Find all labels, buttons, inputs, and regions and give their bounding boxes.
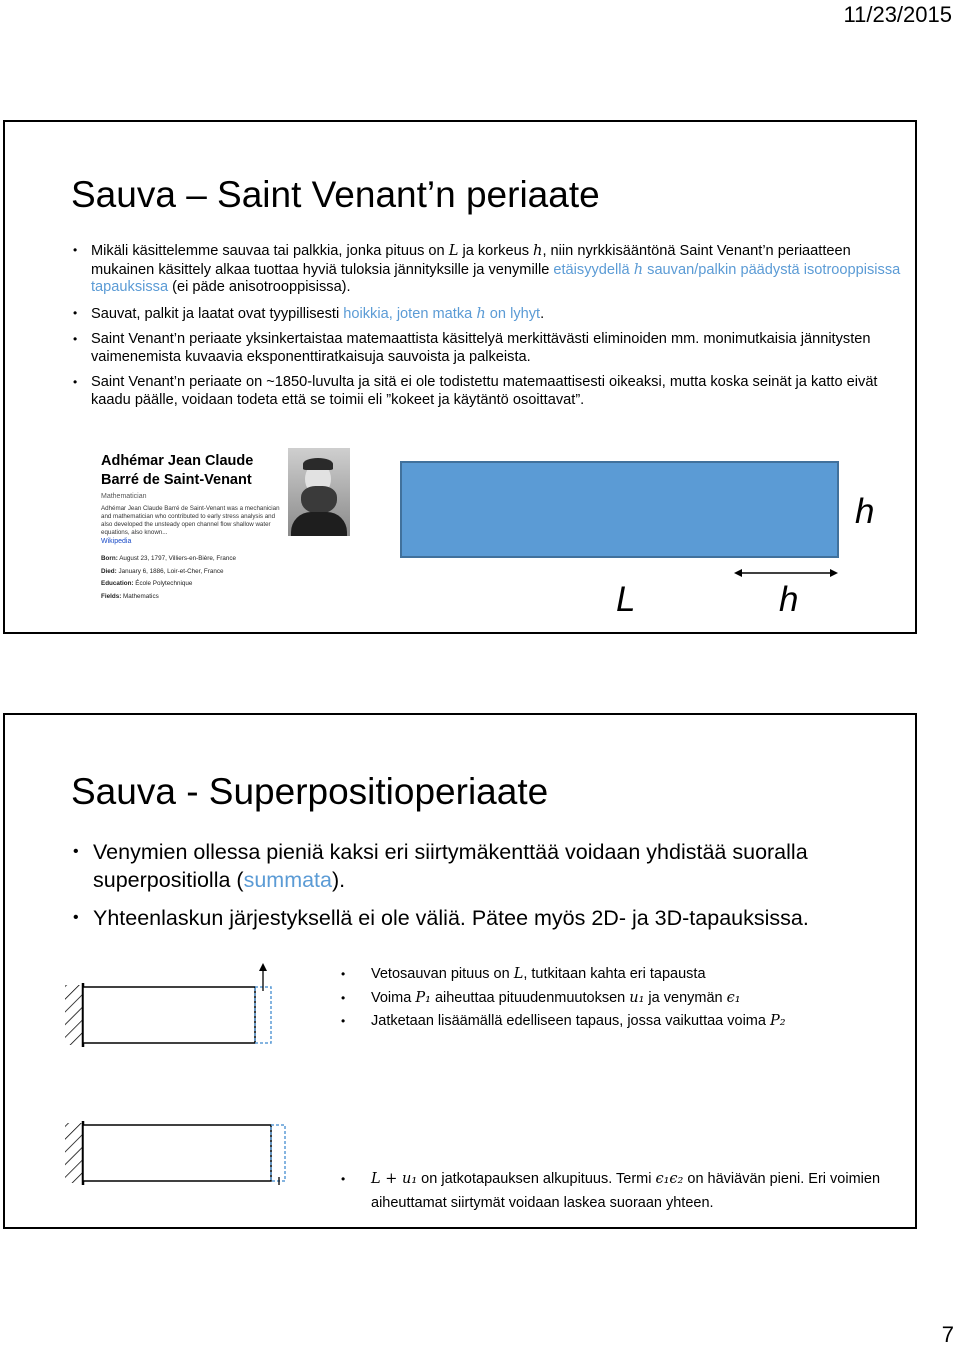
- bullet-item: [73, 305, 903, 324]
- highlight-text: etäisyydellä: [553, 261, 634, 278]
- length-label: L: [616, 580, 636, 619]
- field-value: École Polytechnique: [135, 580, 193, 587]
- superposition-diagram: [5, 715, 345, 1227]
- card-field-fields: [101, 591, 286, 604]
- sub-bullet-item: [341, 987, 901, 1011]
- conclusion-list: [341, 1168, 901, 1215]
- math-variable: ϵ₁ϵ₂: [655, 1171, 684, 1187]
- bullet-text: ).: [332, 868, 346, 892]
- card-field-born: [101, 553, 286, 566]
- math-variable: P₁: [415, 989, 431, 1006]
- superposition-equations: [505, 1053, 765, 1148]
- field-value: Mathematics: [123, 592, 159, 600]
- header-date: 11/23/2015: [843, 2, 952, 27]
- height-label: h: [855, 492, 875, 531]
- double-arrow-icon: [734, 567, 838, 579]
- sub-bullet-item: [341, 1010, 901, 1034]
- bullet-text: , niin nyrkkisääntönä Saint Venant’n periaatteen mukainen käsittely alkaa tuottaa hyviä tuloksia jännityksille ja venymille: [91, 243, 851, 278]
- field-label: Died:: [101, 567, 117, 575]
- bullet-text: Venymien ollessa pieniä kaksi eri siirtymäkenttää voidaan yhdistää suoralla superpositiolla (: [93, 840, 808, 892]
- portrait-hair: [303, 458, 333, 470]
- field-value: August 23, 1797, Villiers-en-Bière, France: [119, 555, 236, 562]
- portrait-photo: [288, 448, 350, 536]
- bullet-text: Saint Venant’n periaate yksinkertaistaa matemaattista käsittelyä merkittävästi eliminoiden mm. monimutkaisia jännitysten vaimenemista kuvaavia eksponenttiratkaisuja sauvoista ja palkeista.: [91, 331, 871, 365]
- bullet-text: Sauvat, palkit ja laatat ovat tyypillisesti: [91, 305, 344, 322]
- page-number: 7: [941, 1322, 954, 1347]
- rod-case-1: [83, 987, 255, 1043]
- math-variable: h: [476, 304, 486, 322]
- card-fields: [101, 553, 286, 603]
- elongation-u2: [271, 1125, 285, 1181]
- math-variable: ϵ₁: [726, 989, 741, 1006]
- slide-superposition: [3, 713, 917, 1229]
- card-source-link[interactable]: Wikipedia: [101, 538, 132, 545]
- wall-hatch: [65, 1123, 83, 1183]
- bullet-text: ja korkeus: [458, 243, 534, 259]
- math-variable: u₁: [629, 989, 645, 1006]
- slide-title: Sauva – Saint Venant’n periaate: [71, 174, 600, 215]
- rod-case-2: [83, 1125, 271, 1181]
- card-field-died: [101, 566, 286, 579]
- bullet-item: [73, 242, 903, 297]
- bullet-text: aiheuttaa pituudenmuutoksen: [430, 989, 630, 1006]
- bullet-text: ja venymän: [644, 989, 727, 1006]
- field-label: Education:: [101, 580, 134, 587]
- card-role: Mathematician: [101, 493, 147, 500]
- distance-label: h: [779, 580, 799, 619]
- bullet-text: Saint Venant’n periaate on ~1850-luvulta ja sitä ei ole todistettu matemaattisesti oikeaksi, mutta koska seinät ja katto eivät kaadu päälle, voidaan todeta että se toimii eli ”kokeet ja käytäntö osoittavat”.: [91, 374, 878, 408]
- highlight-text: summata: [243, 868, 332, 892]
- sub-bullet-list: [341, 963, 901, 1034]
- conclusion-item: [341, 1168, 901, 1215]
- field-value: January 6, 1886, Loir-et-Cher, France: [118, 567, 224, 575]
- knowledge-card: [101, 452, 286, 622]
- highlight-text: hoikkia, joten matka: [343, 305, 477, 322]
- slide-saint-venant: [3, 120, 917, 634]
- card-field-education: [101, 578, 286, 591]
- bullet-text: on jatkotapauksen alkupituus. Termi: [417, 1171, 656, 1187]
- bullet-list: [73, 242, 903, 417]
- slide-title: Sauva - Superpositioperiaate: [71, 771, 549, 812]
- math-variable: L + u₁: [371, 1171, 418, 1187]
- conclusion-bullet: [341, 1168, 901, 1215]
- bullet-text: on häviävän pieni. Eri voimien aiheuttamat siirtymät voidaan laskea suoraan yhteen.: [371, 1171, 881, 1211]
- field-label: Born:: [101, 555, 118, 562]
- bullet-text: .: [540, 305, 545, 322]
- elongation-u1: [255, 987, 271, 1043]
- wall-hatch: [65, 985, 83, 1045]
- bullet-text: Voima: [371, 989, 416, 1006]
- rod-diagram: [400, 461, 839, 558]
- portrait-beard: [301, 486, 337, 514]
- card-description: Adhémar Jean Claude Barré de Saint-Venant was a mechanician and mathematician who contributed to early stress analysis and also developed the unsteady open channel flow shallow water equations, also known...: [101, 505, 280, 536]
- math-variable: P₂: [769, 1013, 786, 1029]
- math-variable: L: [448, 242, 459, 259]
- highlight-text: on lyhyt: [485, 305, 541, 322]
- bullet-text: Yhteenlaskun järjestyksellä ei ole väliä. Pätee myös 2D- ja 3D-tapauksissa.: [93, 906, 809, 930]
- field-label: Fields:: [101, 592, 122, 600]
- highlight-text: sauvan/palkin päädystä isotrooppisissa tapauksissa: [91, 261, 901, 295]
- bullet-text: Vetosauvan pituus on: [371, 966, 514, 982]
- bullet-item: [73, 374, 903, 409]
- bullet-item: [73, 331, 903, 366]
- bullet-text: Mikäli käsittelemme sauvaa tai palkkia, jonka pituus on: [91, 243, 449, 259]
- card-name: Adhémar Jean Claude Barré de Saint-Venant: [101, 453, 254, 488]
- bullet-text: (ei päde anisotrooppisissa).: [168, 279, 351, 295]
- math-variable: L: [513, 966, 524, 982]
- sub-bullet-item: [341, 963, 901, 987]
- math-variable: h: [533, 242, 543, 259]
- bullet-text: Jatketaan lisäämällä edelliseen tapaus, jossa vaikuttaa voima: [371, 1013, 770, 1029]
- portrait-coat: [291, 512, 347, 536]
- math-variable: h: [633, 260, 644, 278]
- bullet-text: , tutkitaan kahta eri tapausta: [523, 966, 706, 982]
